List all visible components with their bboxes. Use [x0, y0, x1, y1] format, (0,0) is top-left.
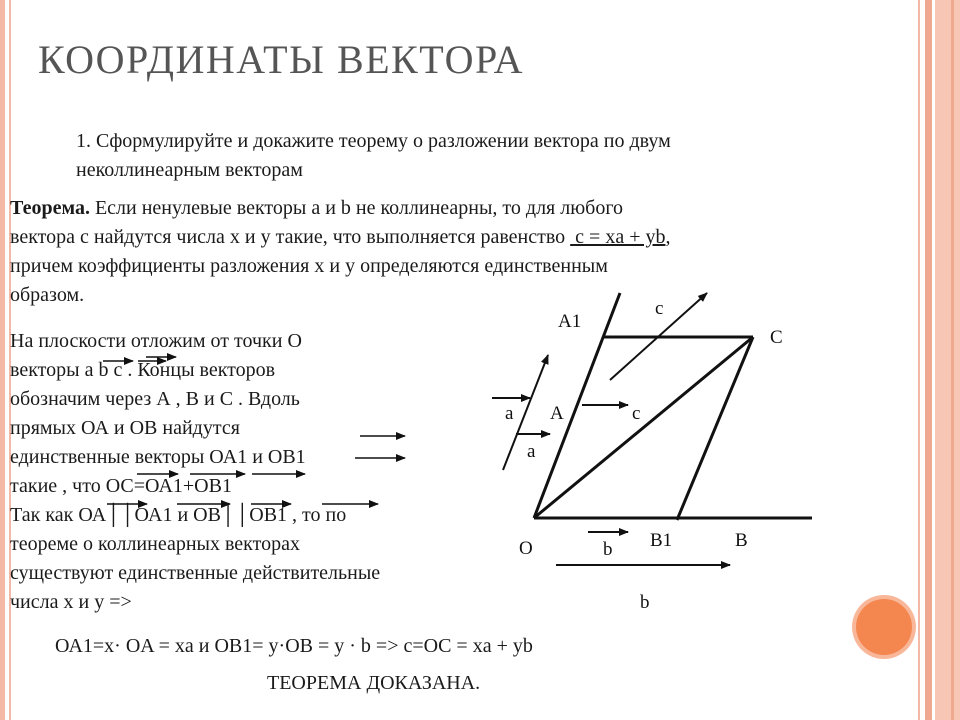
theorem-line-2-end: , [665, 226, 671, 248]
proof-line-3: обозначим через А , В и С . Вдоль [10, 388, 300, 410]
label-b-point: B [735, 530, 748, 551]
theorem-formula: c = xa + yb [570, 226, 666, 248]
decorative-circle [856, 599, 912, 655]
proof-line-4: прямых ОА и ОВ найдутся [10, 417, 240, 439]
proof-line-7: Так как ОА││ОА1 и ОВ││ОВ1 , то по [10, 504, 347, 526]
proof-line-2: векторы a b c . Концы векторов [10, 359, 276, 381]
proof-formula: ОА1=x· OA = xa и ОВ1= y·OB = y · b => c=OC = xa + yb [55, 635, 533, 657]
proof-line-5: единственные векторы ОА1 и ОВ1 [10, 446, 306, 468]
label-a-point: A [550, 403, 564, 424]
label-a-below: a [527, 441, 536, 462]
line-oc [534, 337, 753, 518]
proof-line-6: такие , что ОС=ОА1+ОВ1 [10, 475, 232, 497]
proof-line-9: существуют единственные действительные [10, 562, 381, 584]
label-c-mid: c [632, 403, 641, 424]
slide-title: КООРДИНАТЫ ВЕКТОРА [38, 37, 525, 82]
line-c-b1 [677, 337, 753, 520]
label-a-left: a [505, 403, 514, 424]
label-b-bottom: b [640, 592, 650, 613]
question-line-2: неколлинеарным векторам [76, 159, 303, 181]
label-b1: B1 [650, 530, 673, 551]
proof-line-1: На плоскости отложим от точки О [10, 330, 302, 352]
label-c-top: c [655, 298, 664, 319]
proof-line-10: числа x и y => [10, 591, 132, 613]
theorem-label: Теорема. [10, 197, 90, 219]
question-line-1: 1. Сформулируйте и докажите теорему о разложении вектора по двум [76, 130, 671, 152]
label-c-point: C [770, 327, 783, 348]
theorem-line-2: вектора с найдутся числа x и y такие, что выполняется равенство [10, 226, 571, 248]
theorem-line-3: причем коэффициенты разложения x и y определяются единственным [10, 255, 608, 277]
label-o: O [519, 538, 533, 559]
proof-line-8: теореме о коллинеарных векторах [10, 533, 300, 555]
theorem-line-1: Если ненулевые векторы a и b не коллинеарны, то для любого [89, 197, 624, 219]
label-b-mid: b [603, 539, 613, 560]
conclusion-text: ТЕОРЕМА ДОКАЗАНА. [267, 672, 481, 694]
theorem-line-4: образом. [10, 284, 85, 306]
label-a1: A1 [558, 311, 582, 332]
